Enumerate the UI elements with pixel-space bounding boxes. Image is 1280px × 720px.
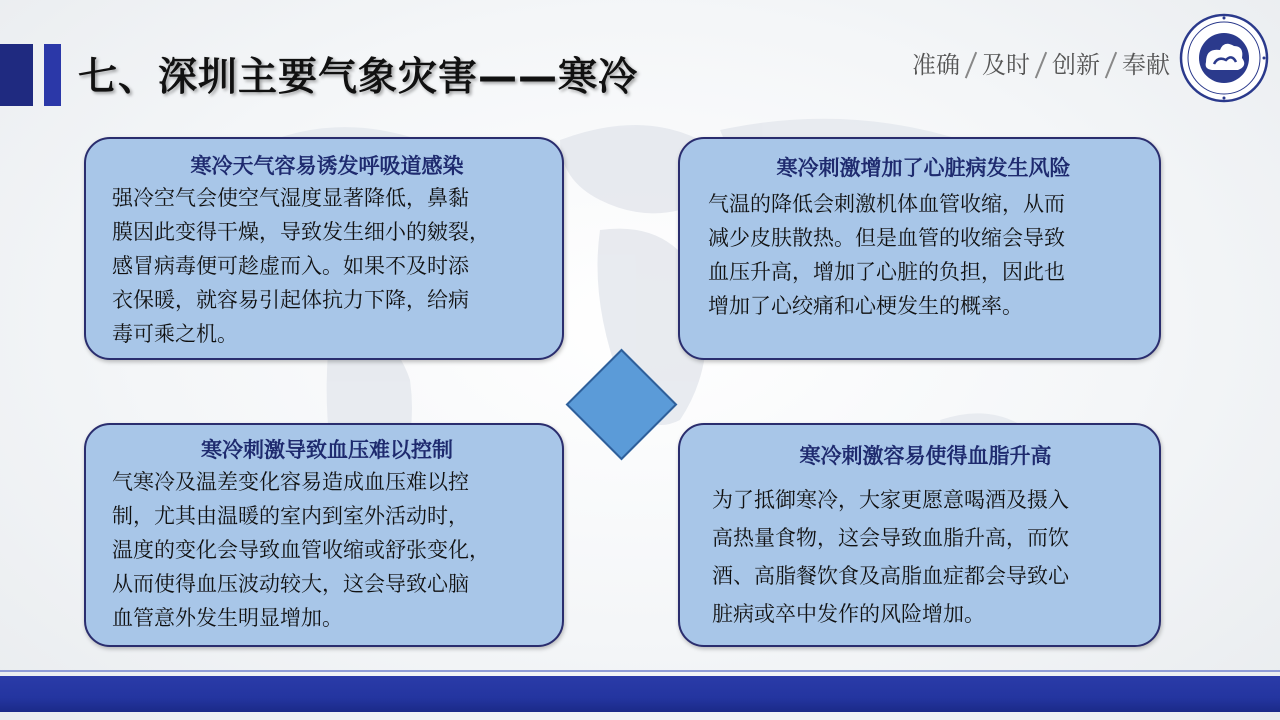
card-text-line: 制，尤其由温暖的室内到室外活动时， [112, 504, 469, 528]
card-body [112, 465, 542, 635]
card-text-line: 高热量食物，这会导致血脂升高，而饮 [712, 526, 1069, 550]
card-body [712, 481, 1139, 633]
meteorological-emblem-icon [1178, 12, 1270, 104]
card-text-line: 酒、高脂餐饮食及高脂血症都会导致心 [712, 564, 1069, 588]
card-text-line: 从而使得血压波动较大，这会导致心脑 [112, 572, 469, 596]
slogan [912, 45, 1170, 80]
slogan-separator [1106, 51, 1116, 79]
slogan-word: 准确 [912, 51, 960, 79]
slogan-word: 及时 [982, 51, 1030, 79]
slogan-word: 创新 [1052, 51, 1100, 79]
info-card-respiratory [84, 137, 564, 360]
card-body [708, 187, 1139, 323]
card-text-line: 气寒冷及温差变化容易造成血压难以控 [112, 470, 469, 494]
info-card-blood-lipid [678, 423, 1161, 647]
card-title: 寒冷刺激导致血压难以控制 [201, 438, 453, 462]
card-title: 寒冷天气容易诱发呼吸道感染 [190, 154, 464, 178]
info-card-blood-pressure [84, 423, 564, 647]
card-text-line: 血压升高，增加了心脏的负担，因此也 [708, 260, 1065, 284]
card-text-line: 强冷空气会使空气湿度显著降低，鼻黏 [112, 186, 469, 210]
footer-divider [0, 670, 1280, 672]
card-text-line: 血管意外发生明显增加。 [112, 606, 343, 630]
header-accent-bar [0, 44, 33, 106]
card-text-line: 增加了心绞痛和心梗发生的概率。 [708, 294, 1023, 318]
slogan-separator [1036, 51, 1046, 79]
card-text-line: 感冒病毒便可趁虚而入。如果不及时添 [112, 254, 469, 278]
page-title: 七、深圳主要气象灾害——寒冷 [78, 55, 639, 100]
card-text-line: 减少皮肤散热。但是血管的收缩会导致 [708, 226, 1065, 250]
info-card-heart [678, 137, 1161, 360]
card-text-line: 气温的降低会刺激机体血管收缩，从而 [708, 192, 1065, 216]
card-text-line: 毒可乘之机。 [112, 322, 238, 346]
card-text-line: 脏病或卒中发作的风险增加。 [712, 602, 985, 626]
card-text-line: 衣保暖，就容易引起体抗力下降，给病 [112, 288, 469, 312]
card-text-line: 温度的变化会导致血管收缩或舒张变化， [112, 538, 490, 562]
card-text-line: 膜因此变得干燥，导致发生细小的皴裂， [112, 220, 490, 244]
card-text-line: 为了抵御寒冷，大家更愿意喝酒及摄入 [712, 488, 1069, 512]
header-accent-bar-secondary [44, 44, 61, 106]
card-body [112, 181, 542, 351]
slogan-word: 奉献 [1122, 51, 1170, 79]
slogan-separator [966, 51, 976, 79]
card-title: 寒冷刺激容易使得血脂升高 [799, 444, 1052, 468]
card-title: 寒冷刺激增加了心脏病发生风险 [776, 156, 1071, 180]
footer-bar [0, 676, 1280, 712]
